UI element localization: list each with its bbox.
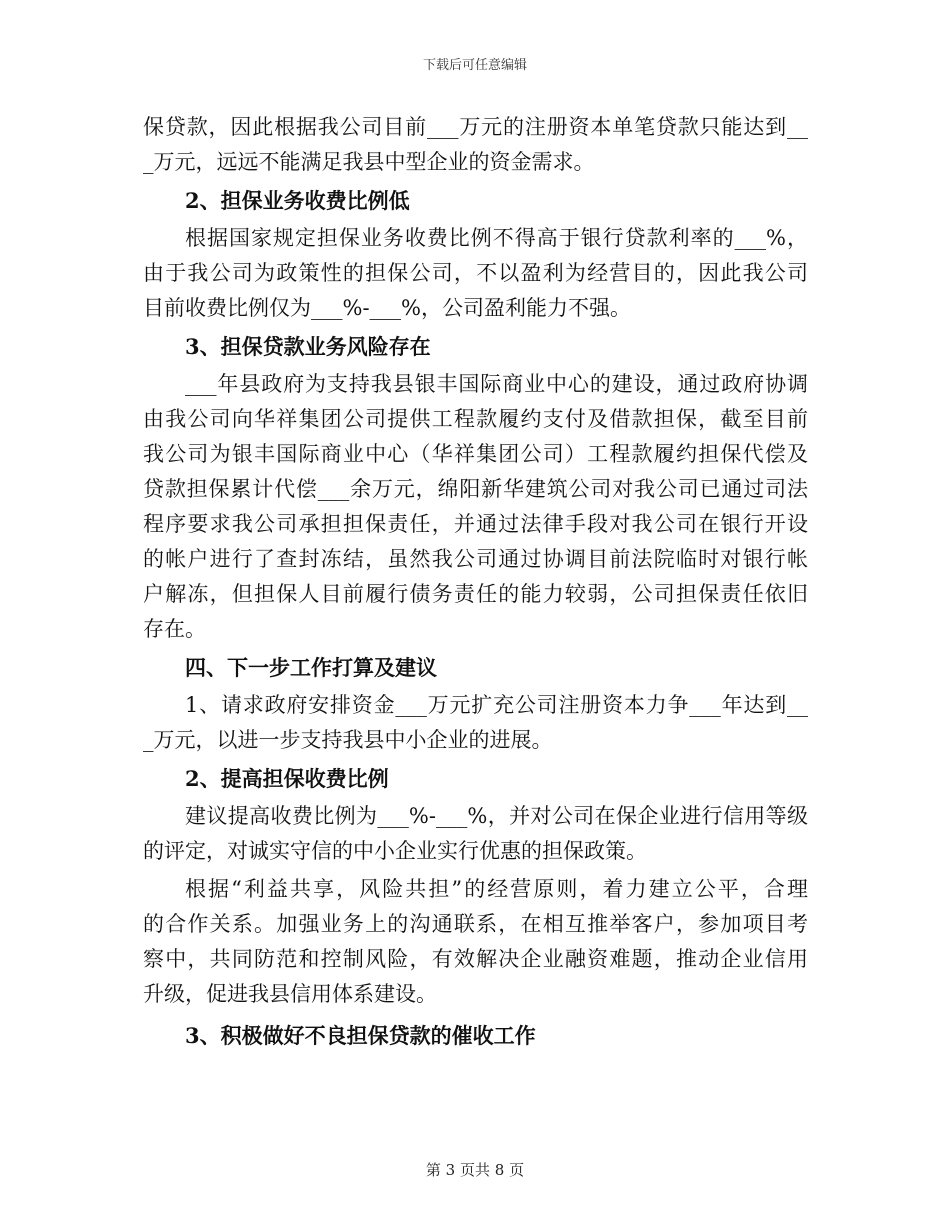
text-line: 建议提高收费比例为___%-___%，并对公司在保企业进行信用等级 <box>185 804 808 828</box>
text-line: 的评定，对诚实守信的中小企业实行优惠的担保政策。 <box>143 839 647 863</box>
text-line: 保贷款，因此根据我公司目前___万元的注册资本单笔贷款只能达到__ <box>143 115 808 139</box>
text-line: 贷款担保累计代偿___余万元，绵阳新华建筑公司对我公司已通过司法 <box>143 477 808 501</box>
text-line: 根据国家规定担保业务收费比例不得高于银行贷款利率的___%， <box>185 226 808 250</box>
section-heading: 2、担保业务收费比例低 <box>185 188 410 213</box>
document-body <box>143 110 808 1056</box>
text-line: 户解冻，但担保人目前履行债务责任的能力较弱，公司担保责任依旧 <box>143 582 808 606</box>
text-line: 升级，促进我县信用体系建设。 <box>143 982 437 1006</box>
text-line: 程序要求我公司承担担保责任，并通过法律手段对我公司在银行开设 <box>143 512 808 536</box>
page-number: 第 3 页共 8 页 <box>425 1161 525 1179</box>
text-line: 1、请求政府安排资金___万元扩充公司注册资本力争___年达到__ <box>185 693 808 717</box>
section-heading: 3、积极做好不良担保贷款的催收工作 <box>185 1023 536 1048</box>
text-line: 我公司为银丰国际商业中心（华祥集团公司）工程款履约担保代偿及 <box>143 442 808 466</box>
text-line: 的合作关系。加强业务上的沟通联系，在相互推举客户，参加项目考 <box>143 912 808 936</box>
text-line: 存在。 <box>143 617 206 641</box>
section-heading: 3、担保贷款业务风险存在 <box>185 334 431 359</box>
text-line: _万元，以进一步支持我县中小企业的进展。 <box>143 728 553 752</box>
text-line: 的帐户进行了查封冻结，虽然我公司通过协调目前法院临时对银行帐 <box>143 547 808 571</box>
text-line: 由于我公司为政策性的担保公司，不以盈利为经营目的，因此我公司 <box>143 261 808 285</box>
text-line: ___年县政府为支持我县银丰国际商业中心的建设，通过政府协调 <box>185 372 808 396</box>
paragraph <box>143 110 808 180</box>
paragraph <box>143 367 808 647</box>
section-heading: 2、提高担保收费比例 <box>185 766 389 791</box>
text-line: 由我公司向华祥集团公司提供工程款履约支付及借款担保，截至目前 <box>143 407 808 431</box>
text-line: 目前收费比例仅为___%-___%，公司盈利能力不强。 <box>143 296 632 320</box>
page-header: 下载后可任意编辑 <box>422 58 527 73</box>
text-line: 根据“利益共享，风险共担”的经营原则，着力建立公平，合理 <box>185 877 808 901</box>
paragraph <box>143 872 808 1012</box>
text-line: 察中，共同防范和控制风险，有效解决企业融资难题，推动企业信用 <box>143 947 808 971</box>
paragraph <box>143 799 808 869</box>
text-line: _万元，远远不能满足我县中型企业的资金需求。 <box>143 150 595 174</box>
paragraph <box>143 688 808 758</box>
section-heading: 四、下一步工作打算及建议 <box>185 655 437 680</box>
paragraph <box>143 221 808 326</box>
